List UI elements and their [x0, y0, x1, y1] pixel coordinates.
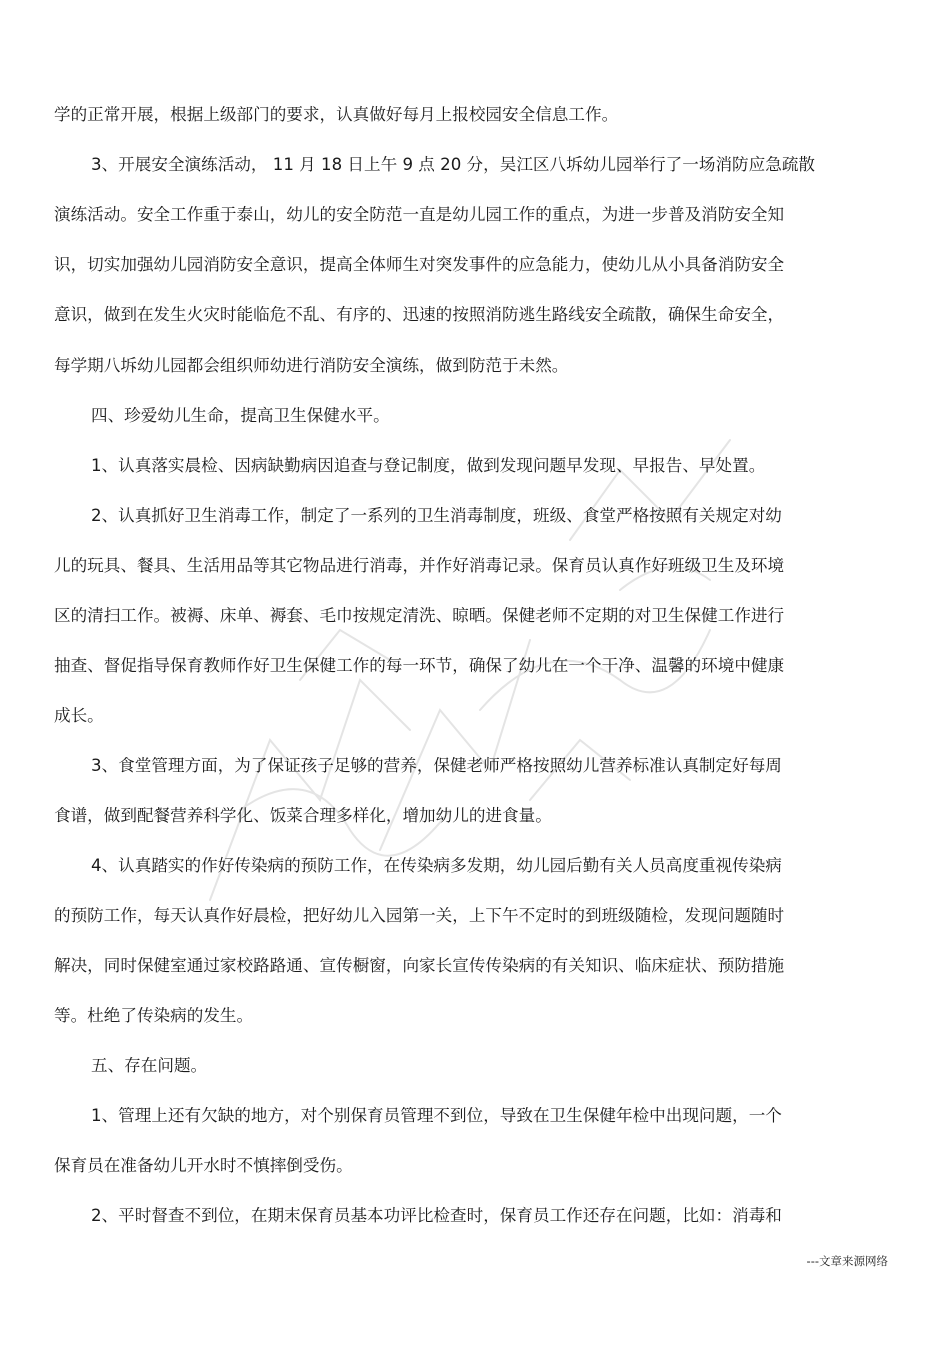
text-line: 2、平时督查不到位，在期末保育员基本功评比检查时，保育员工作还存在问题，比如：消毒和: [91, 1206, 782, 1225]
text-line: 学的正常开展，根据上级部门的要求，认真做好每月上报校园安全信息工作。: [54, 105, 619, 124]
text-line: 识，切实加强幼儿园消防安全意识，提高全体师生对突发事件的应急能力，使幼儿从小具备消防安全: [54, 255, 785, 274]
text-line: 3、食堂管理方面，为了保证孩子足够的营养，保健老师严格按照幼儿营养标准认真制定好每周: [91, 756, 782, 775]
text-line: 食谱，做到配餐营养科学化、饭菜合理多样化，增加幼儿的进食量。: [54, 806, 552, 825]
source-footer: ---文章来源网络: [806, 1254, 888, 1268]
text-line: 意识，做到在发生火灾时能临危不乱、有序的、迅速的按照消防逃生路线安全疏散，确保生命安全，: [54, 305, 785, 324]
text-line: 每学期八坼幼儿园都会组织师幼进行消防安全演练，做到防范于未然。: [54, 356, 569, 375]
text-line: 演练活动。安全工作重于泰山，幼儿的安全防范一直是幼儿园工作的重点，为进一步普及消防安全知: [54, 205, 785, 224]
text-line: 区的清扫工作。被褥、床单、褥套、毛巾按规定清洗、晾晒。保健老师不定期的对卫生保健工作进行: [54, 606, 785, 625]
text-line: 的预防工作，每天认真作好晨检，把好幼儿入园第一关，上下午不定时的到班级随检，发现问题随时: [54, 906, 785, 925]
section-heading: 五、存在问题。: [91, 1056, 208, 1075]
text-line: 等。杜绝了传染病的发生。: [54, 1006, 254, 1025]
text-line: 1、管理上还有欠缺的地方，对个别保育员管理不到位，导致在卫生保健年检中出现问题，一个: [91, 1106, 782, 1125]
text-line: 成长。: [54, 706, 104, 725]
text-line: 抽查、督促指导保育教师作好卫生保健工作的每一环节，确保了幼儿在一个干净、温馨的环境中健康: [54, 656, 785, 675]
text-line: 解决，同时保健室通过家校路路通、宣传橱窗，向家长宣传传染病的有关知识、临床症状、预防措施: [54, 956, 785, 975]
text-line: 1、认真落实晨检、因病缺勤病因追查与登记制度，做到发现问题早发现、早报告、早处置。: [91, 456, 766, 475]
text-line: 儿的玩具、餐具、生活用品等其它物品进行消毒，并作好消毒记录。保育员认真作好班级卫生及环境: [54, 556, 785, 575]
text-line: 3、开展安全演练活动， 11 月 18 日上午 9 点 20 分，吴江区八坼幼儿园举行了一场消防应急疏散: [91, 155, 816, 174]
section-heading: 四、珍爱幼儿生命，提高卫生保健水平。: [91, 406, 390, 425]
text-line: 4、认真踏实的作好传染病的预防工作，在传染病多发期，幼儿园后勤有关人员高度重视传染病: [91, 856, 782, 875]
text-line: 保育员在准备幼儿开水时不慎摔倒受伤。: [54, 1156, 353, 1175]
text-line: 2、认真抓好卫生消毒工作，制定了一系列的卫生消毒制度，班级、食堂严格按照有关规定对幼: [91, 506, 782, 525]
